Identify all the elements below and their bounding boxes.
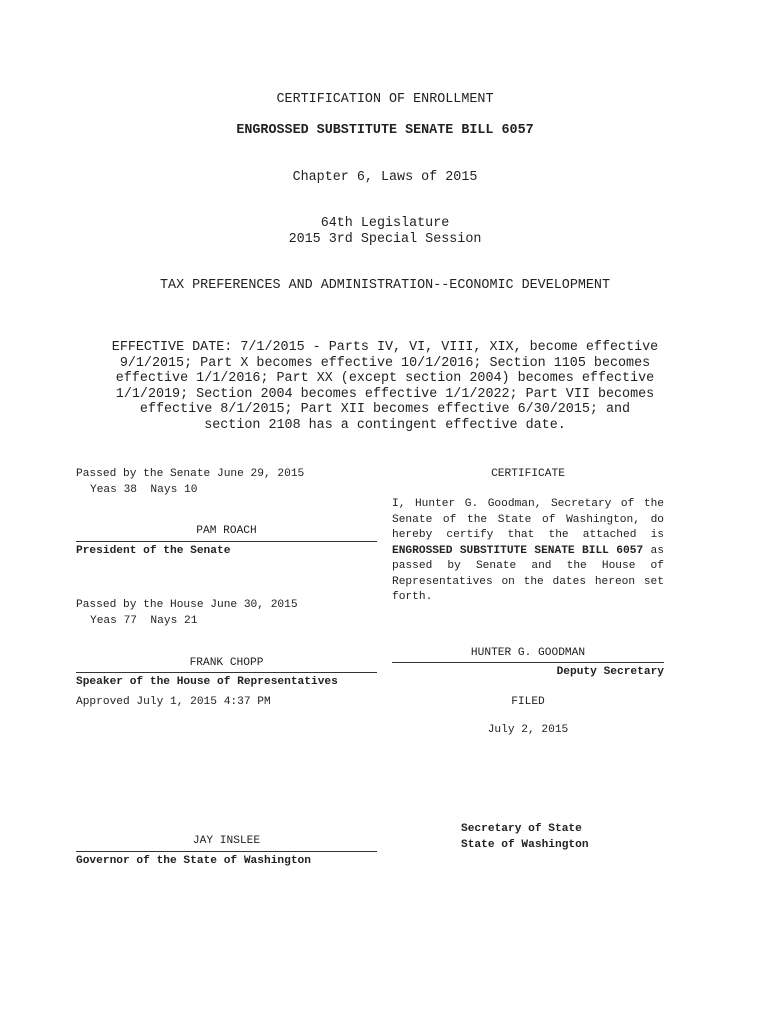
certification-heading: CERTIFICATION OF ENROLLMENT [276,92,494,107]
approved-line: Approved July 1, 2015 4:37 PM [76,696,271,708]
governor-role: Governor of the State of Washington [76,855,311,867]
effective-date-line: EFFECTIVE DATE: 7/1/2015 - Parts IV, VI, VIII, XIX, become effective [111,340,659,355]
signature-line [76,672,377,673]
chapter-line: Chapter 6, Laws of 2015 [292,170,478,185]
legislature-line: 64th Legislature [320,216,450,231]
effective-date-line: effective 1/1/2016; Part XX (except section 2004) becomes effective [115,371,655,386]
secretary-of-state: Secretary of State [461,823,582,835]
secretary-signer: HUNTER G. GOODMAN [470,647,586,659]
certificate-text-part: I, Hunter G. Goodman, Secretary of the Senate of the State of Washington, do hereby certify that the attached is [392,498,664,541]
certificate-text [392,497,664,606]
filed-date: July 2, 2015 [487,724,569,736]
house-signer: FRANK CHOPP [189,657,264,669]
subject-line: TAX PREFERENCES AND ADMINISTRATION--ECONOMIC DEVELOPMENT [160,278,610,293]
house-votes: Yeas 77 Nays 21 [90,615,198,627]
filed-label: FILED [511,696,545,708]
effective-date-block [0,340,770,433]
certificate-bill-name: ENGROSSED SUBSTITUTE SENATE BILL 6057 [392,544,644,557]
signature-line [76,541,377,542]
signature-line [76,851,377,852]
state-of-washington: State of Washington [461,839,589,851]
secretary-role: Deputy Secretary [556,666,664,678]
house-passed: Passed by the House June 30, 2015 [76,599,298,611]
house-role: Speaker of the House of Representatives [76,676,338,688]
effective-date-line: 9/1/2015; Part X becomes effective 10/1/2016; Section 1105 becomes [119,355,651,371]
senate-signer: PAM ROACH [196,525,257,537]
senate-passed: Passed by the Senate June 29, 2015 [76,468,305,480]
governor-signer: JAY INSLEE [192,835,261,847]
signature-line [392,662,664,663]
bill-title: ENGROSSED SUBSTITUTE SENATE BILL 6057 [236,123,534,138]
effective-date-line: 1/1/2019; Section 2004 becomes effective 1/1/2022; Part VII becomes [115,386,655,402]
effective-date-line: effective 8/1/2015; Part XII becomes effective 6/30/2015; and [139,402,631,417]
senate-role: President of the Senate [76,545,231,557]
certificate-text-part: as passed by Senate and the House of Representatives on the dates hereon set forth. [392,544,664,603]
certificate-title: CERTIFICATE [491,468,565,480]
senate-votes: Yeas 38 Nays 10 [90,484,198,496]
effective-date-line: section 2108 has a contingent effective date. [204,417,566,433]
session-line: 2015 3rd Special Session [288,232,482,247]
